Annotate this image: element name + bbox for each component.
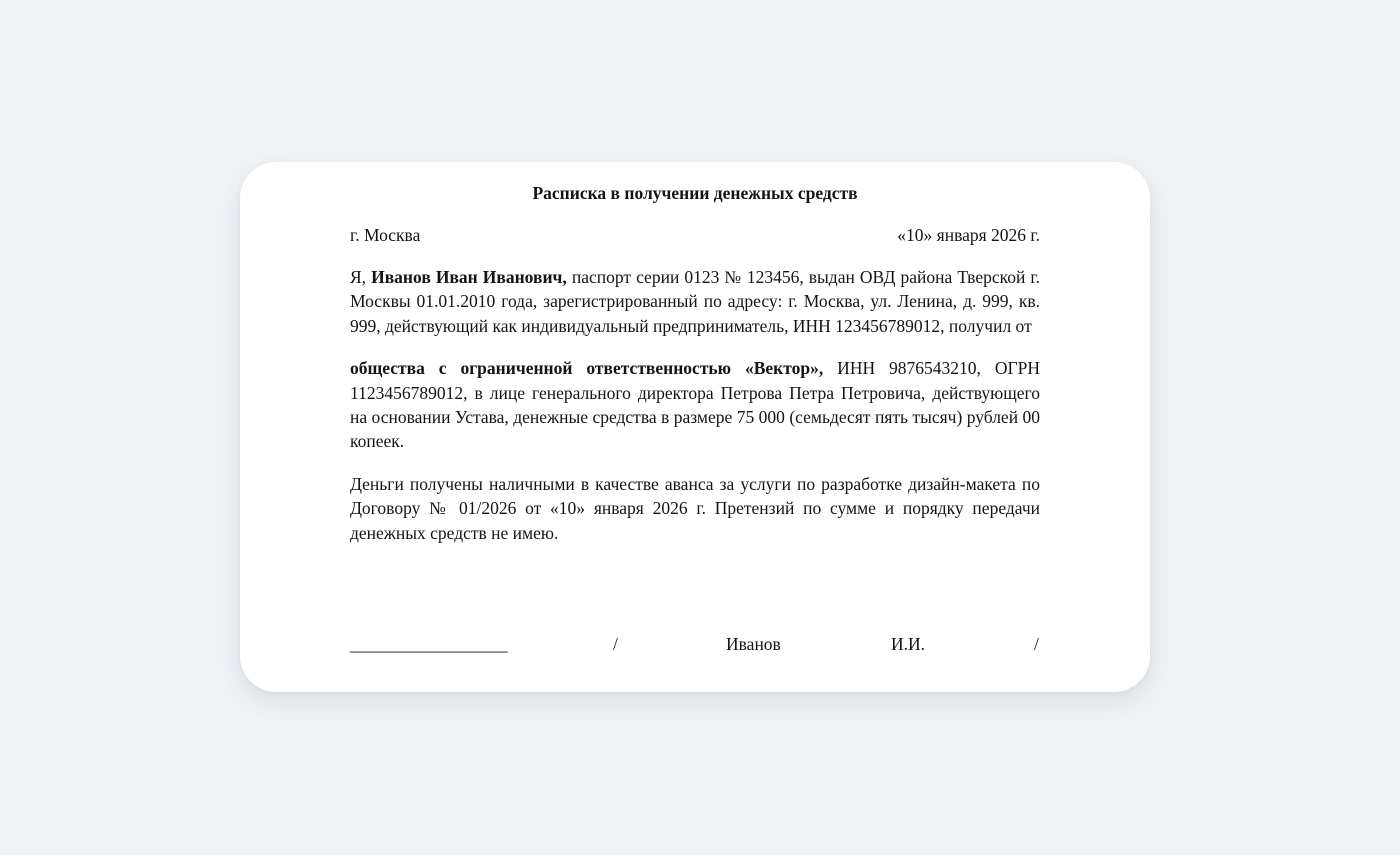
receipt-document [350,181,1040,654]
signature-row [350,632,1040,656]
payer-details: ИНН 9876543210, ОГРН 1123456789012, в лице генерального директора Петрова Петра Петровича, действующего на основании Устава, денежные средства в размере 75 000 (семьдесят пять тысяч) рублей 00 копеек. [350,358,1040,452]
document-card [240,162,1150,692]
signature-slash-open: / [613,634,618,654]
payer-organization: общества с ограниченной ответственностью «Вектор», [350,358,824,379]
document-date: «10» января 2026 г. [897,225,1040,245]
document-title: Расписка в получении денежных средств [532,183,858,203]
recipient-prefix: Я, [350,267,372,287]
city: г. Москва [350,225,421,245]
recipient-name: Иванов Иван Иванович, [371,267,567,287]
place-date-row [350,223,1040,247]
signer-initials: И.И. [891,634,926,654]
recipient-details: паспорт серии 0123 № 123456, выдан ОВД района Тверской г. Москвы 01.01.2010 года, зарегистрированный по адресу: г. Москва, ул. Ленина, д. 999, кв. 999, действующий как индивидуальный предприниматель, ИНН 123456789012, получил от [350,267,1040,336]
signature-slash-close: / [1034,634,1039,654]
payer-paragraph [350,356,1040,454]
recipient-paragraph [350,265,1040,338]
signer-surname: Иванов [726,634,781,654]
signature-line: __________________ [350,634,508,654]
payment-purpose-paragraph: Деньги получены наличными в качестве аванса за услуги по разработке дизайн-макета по Договору № 01/2026 от «10» января 2026 г. Претензий по сумме и порядку передачи денежных средств не имею. [350,473,1040,543]
